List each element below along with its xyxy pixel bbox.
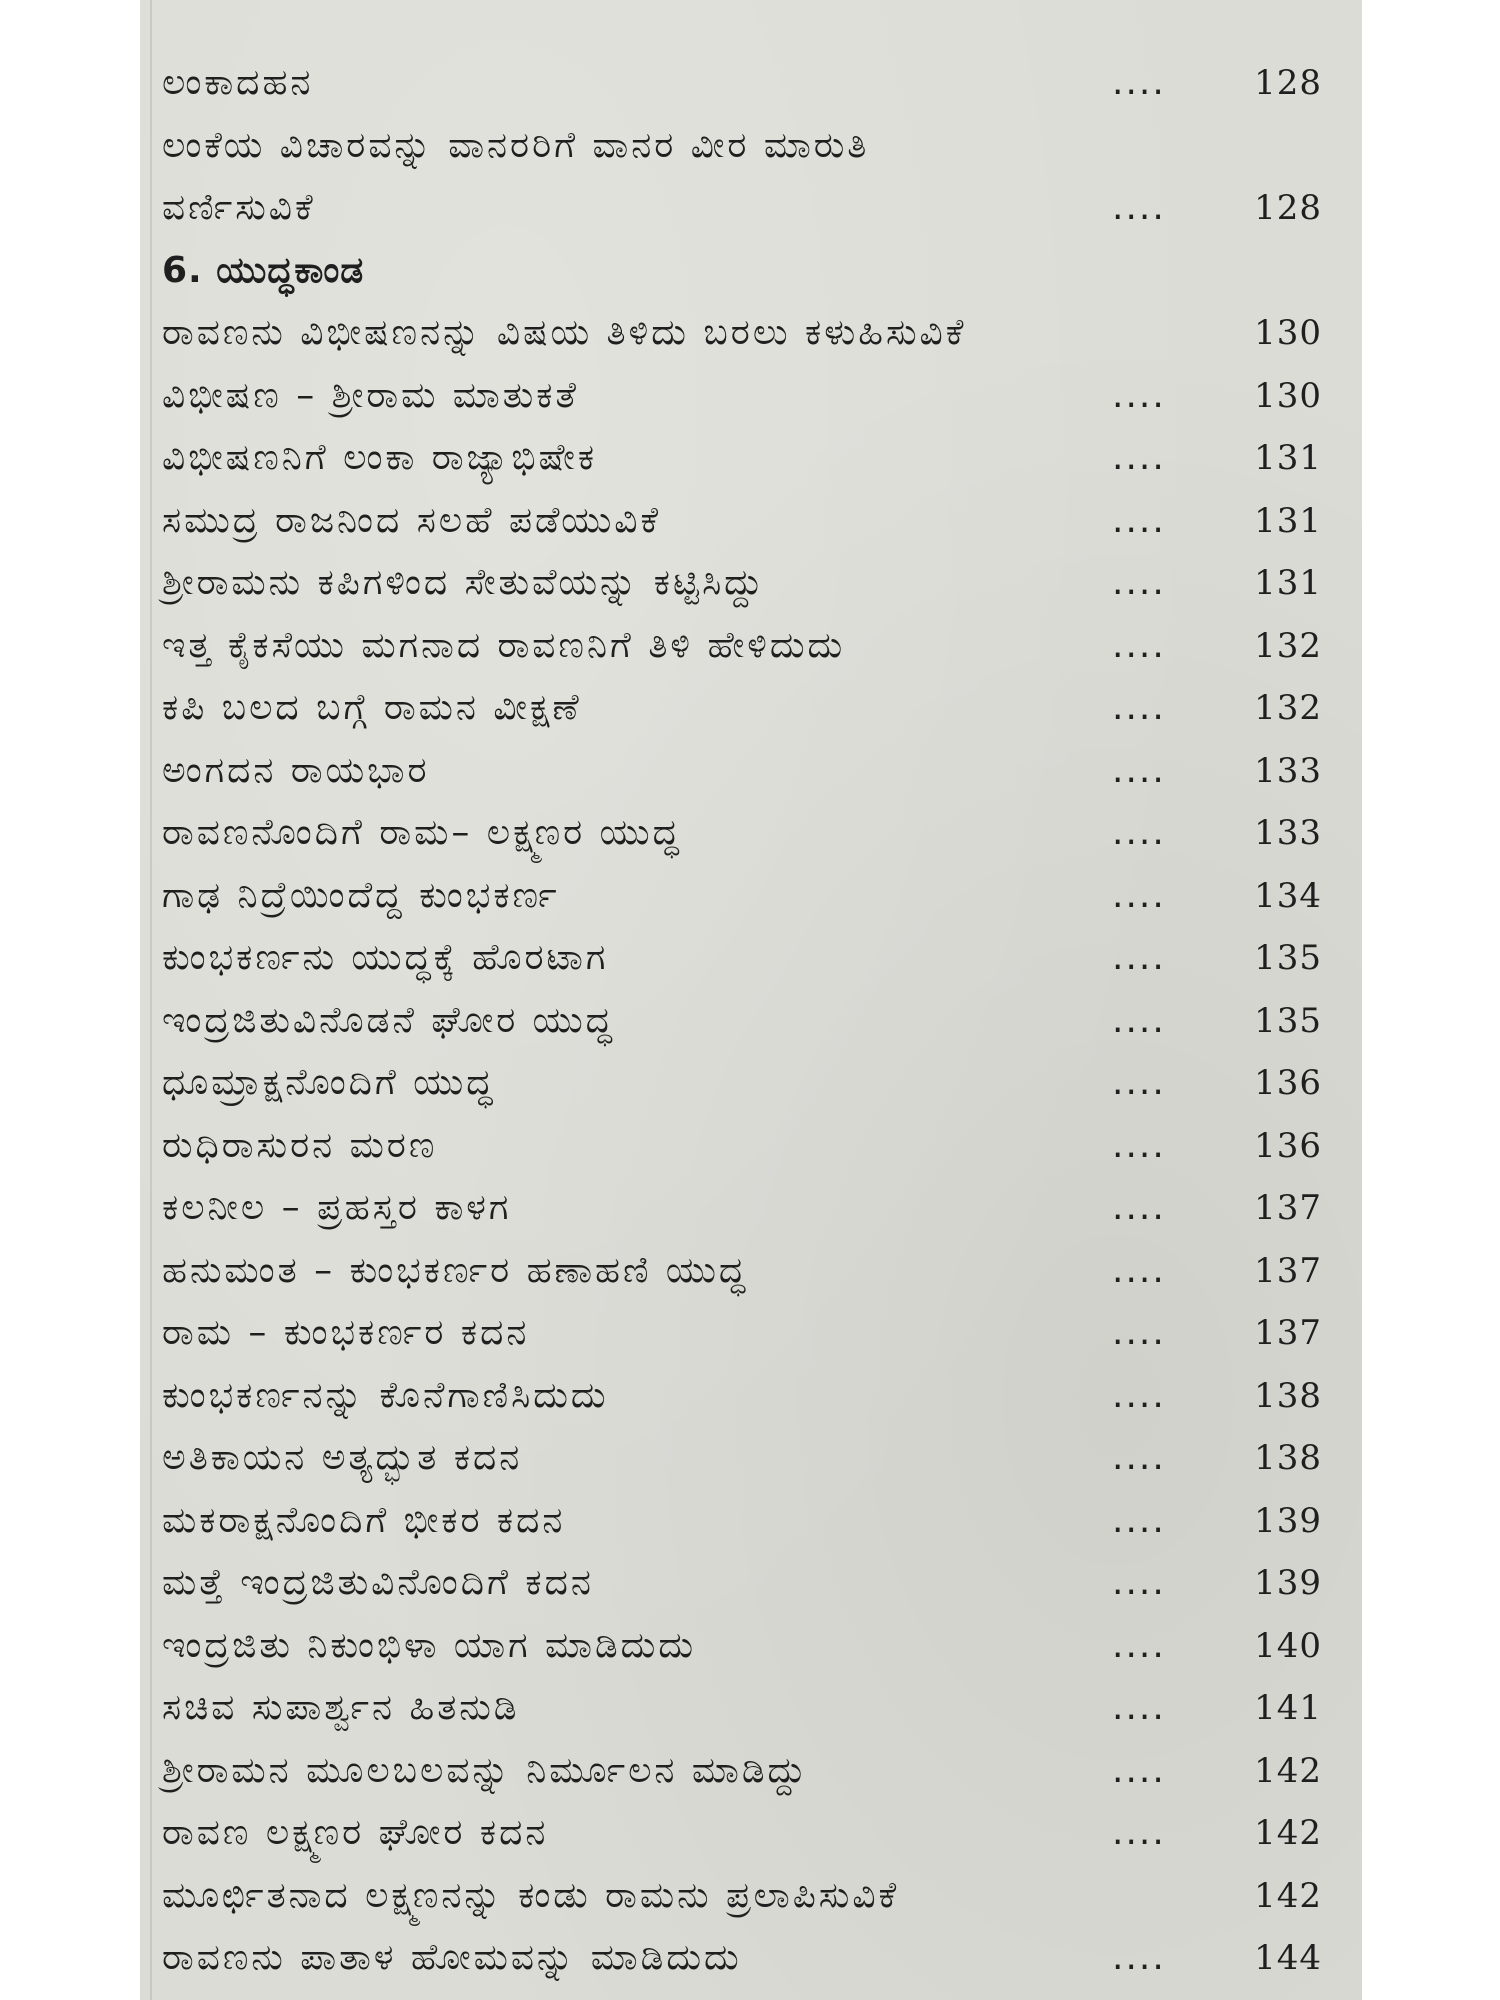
entry-title: ಶ್ರೀರಾಮನು ಕಪಿಗಳಿಂದ ಸೇತುವೆಯನ್ನು ಕಟ್ಟಿಸಿದ್ದು [162, 562, 766, 603]
toc-entry [162, 1052, 1342, 1115]
page-number: 128 [1254, 63, 1322, 103]
leader-dots: .... [1112, 187, 1166, 228]
leader-dots: .... [1112, 1249, 1166, 1291]
leader-dots: .... [1112, 749, 1166, 791]
entry-title: 6. ಯುದ್ಧಕಾಂಡ [162, 249, 365, 291]
toc-entry [162, 677, 1342, 740]
toc-entry [162, 802, 1342, 865]
toc-entry [162, 302, 1342, 365]
leader-dots: .... [1112, 437, 1166, 478]
toc-entry [162, 740, 1342, 803]
leader-dots: .... [1112, 937, 1166, 978]
entry-title: ವಿಭೀಷಣ – ಶ್ರೀರಾಮ ಮಾತುಕತೆ [162, 374, 579, 416]
leader-dots: .... [1112, 1062, 1166, 1103]
toc-entry [162, 115, 1342, 178]
page-number: 144 [1254, 1938, 1322, 1978]
leader-dots: .... [1112, 1312, 1166, 1353]
entry-title: ಮಕರಾಕ್ಷನೊಂದಿಗೆ ಭೀಕರ ಕದನ [162, 1499, 566, 1541]
page-number: 141 [1254, 1688, 1322, 1728]
entry-title: ಕಪಿ ಬಲದ ಬಗ್ಗೆ ರಾಮನ ವೀಕ್ಷಣೆ [162, 687, 582, 728]
entry-title: ಇತ್ತ ಕೈಕಸೆಯು ಮಗನಾದ ರಾವಣನಿಗೆ ತಿಳಿ ಹೇಳಿದುದು [162, 624, 846, 666]
entry-title: ಕುಂಭಕರ್ಣನು ಯುದ್ಧಕ್ಕೆ ಹೊರಟಾಗ [162, 937, 609, 978]
toc-entry [162, 1240, 1342, 1303]
leader-dots: .... [1112, 1124, 1166, 1166]
entry-title: ಲಂಕಾದಹನ [162, 62, 314, 103]
entry-title: ವರ್ಣಿಸುವಿಕೆ [162, 187, 316, 228]
entry-title: ಸಚಿವ ಸುಪಾರ್ಶ್ವನ ಹಿತನುಡಿ [162, 1687, 520, 1728]
toc-entry [162, 615, 1342, 678]
entry-title: ಮೂರ್ಛಿತನಾದ ಲಕ್ಷ್ಮಣನನ್ನು ಕಂಡು ರಾಮನು ಪ್ರಲಾಪಿಸುವಿಕೆ [162, 1874, 900, 1916]
entry-title: ರಾವಣನು ವಿಭೀಷಣನನ್ನು ವಿಷಯ ತಿಳಿದು ಬರಲು ಕಳುಹಿಸುವಿಕೆ [162, 312, 967, 353]
page-number: 131 [1254, 438, 1322, 478]
entry-title: ವಿಭೀಷಣನಿಗೆ ಲಂಕಾ ರಾಜ್ಯಾಭಿಷೇಕ [162, 437, 598, 478]
leader-dots: .... [1112, 374, 1166, 416]
toc-entry [162, 427, 1342, 490]
page-number: 137 [1254, 1250, 1322, 1291]
entry-title: ಅಂಗದನ ರಾಯಭಾರ [162, 749, 430, 791]
entry-title: ಗಾಢ ನಿದ್ರೆಯಿಂದೆದ್ದ ಕುಂಭಕರ್ಣ [162, 874, 560, 916]
leader-dots: .... [1112, 1374, 1166, 1416]
page-number: 138 [1254, 1438, 1322, 1478]
leader-dots: .... [1112, 1562, 1166, 1603]
page-number: 139 [1254, 1500, 1322, 1541]
entry-title: ಲಂಕೆಯ ವಿಚಾರವನ್ನು ವಾನರರಿಗೆ ವಾನರ ವೀರ ಮಾರುತಿ [162, 124, 870, 166]
page-number: 132 [1254, 625, 1322, 666]
entry-title: ಹನುಮಂತ – ಕುಂಭಕರ್ಣರ ಹಣಾಹಣಿ ಯುದ್ಧ [162, 1249, 749, 1291]
toc-entry [162, 1865, 1342, 1928]
page-number: 134 [1254, 875, 1322, 916]
page-number: 131 [1254, 500, 1322, 541]
toc-entry [162, 990, 1342, 1053]
page-number: 130 [1254, 313, 1322, 353]
leader-dots: .... [1112, 1749, 1166, 1791]
page-number: 138 [1254, 1375, 1322, 1416]
entry-title: ಇಂದ್ರಜಿತು ನಿಕುಂಭಿಳಾ ಯಾಗ ಮಾಡಿದುದು [162, 1624, 697, 1666]
page-number: 133 [1254, 750, 1322, 791]
leader-dots: .... [1112, 1687, 1166, 1728]
toc-entry [162, 927, 1342, 990]
entry-title: ಇಂದ್ರಜಿತುವಿನೊಡನೆ ಘೋರ ಯುದ್ಧ [162, 999, 615, 1041]
leader-dots: .... [1112, 1812, 1166, 1853]
page-number: 135 [1254, 1000, 1322, 1041]
page-number: 130 [1254, 375, 1322, 416]
entry-title: ರುಧಿರಾಸುರನ ಮರಣ [162, 1124, 438, 1166]
leader-dots: .... [1112, 499, 1166, 541]
entry-title: ಸಮುದ್ರ ರಾಜನಿಂದ ಸಲಹೆ ಪಡೆಯುವಿಕೆ [162, 499, 662, 541]
leader-dots: .... [1112, 1437, 1166, 1478]
page-number: 139 [1254, 1563, 1322, 1603]
leader-dots: .... [1112, 624, 1166, 666]
toc-entry [162, 1177, 1342, 1240]
entry-title: ಮತ್ತೆ ಇಂದ್ರಜಿತುವಿನೊಂದಿಗೆ ಕದನ [162, 1562, 594, 1603]
toc-entry [162, 1490, 1342, 1553]
leader-dots: .... [1112, 1624, 1166, 1666]
entry-title: ಅತಿಕಾಯನ ಅತ್ಯದ್ಭುತ ಕದನ [162, 1437, 523, 1478]
toc-entry [162, 1740, 1342, 1803]
page-number: 142 [1254, 1875, 1322, 1916]
toc-entry [162, 1802, 1342, 1865]
entry-title: ರಾಮ – ಕುಂಭಕರ್ಣರ ಕದನ [162, 1312, 530, 1353]
entry-title: ಕಲನೀಲ – ಪ್ರಹಸ್ತರ ಕಾಳಗ [162, 1187, 512, 1228]
toc-entry [162, 1927, 1342, 1990]
leader-dots: .... [1112, 62, 1166, 103]
page-number: 136 [1254, 1125, 1322, 1166]
toc-entry [162, 1615, 1342, 1678]
entry-title: ರಾವಣ ಲಕ್ಷ್ಮಣರ ಘೋರ ಕದನ [162, 1812, 549, 1853]
page-number: 140 [1254, 1625, 1322, 1666]
entry-title: ರಾವಣನೊಂದಿಗೆ ರಾಮ– ಲಕ್ಷ್ಮಣರ ಯುದ್ಧ [162, 812, 682, 853]
page-number: 131 [1254, 563, 1322, 603]
toc-entry [162, 1302, 1342, 1365]
toc-entry [162, 490, 1342, 553]
page-number: 136 [1254, 1063, 1322, 1103]
page-number: 137 [1254, 1188, 1322, 1228]
toc-entry [162, 177, 1342, 240]
page-edge-shadow [150, 0, 152, 2000]
toc-entry [162, 52, 1342, 115]
leader-dots: .... [1112, 874, 1166, 916]
toc-entry [162, 1552, 1342, 1615]
toc-entry [162, 865, 1342, 928]
entry-title: ರಾವಣನು ಪಾತಾಳ ಹೋಮವನ್ನು ಮಾಡಿದುದು [162, 1937, 742, 1978]
leader-dots: .... [1112, 687, 1166, 728]
page-number: 142 [1254, 1750, 1322, 1791]
page-number: 135 [1254, 938, 1322, 978]
page-number: 128 [1254, 188, 1322, 228]
toc-entry [162, 365, 1342, 428]
leader-dots: .... [1112, 999, 1166, 1041]
page-number: 142 [1254, 1813, 1322, 1853]
book-page [140, 0, 1362, 2000]
leader-dots: .... [1112, 1499, 1166, 1541]
page-number: 133 [1254, 813, 1322, 853]
toc-entry [162, 1427, 1342, 1490]
leader-dots: .... [1112, 812, 1166, 853]
section-heading [162, 240, 1342, 303]
entry-title: ಕುಂಭಕರ್ಣನನ್ನು ಕೊನೆಗಾಣಿಸಿದುದು [162, 1374, 609, 1416]
leader-dots: .... [1112, 1187, 1166, 1228]
entry-title: ಧೂಮ್ರಾಕ್ಷನೊಂದಿಗೆ ಯುದ್ಧ [162, 1062, 496, 1103]
toc-entry [162, 1365, 1342, 1428]
page-number: 132 [1254, 688, 1322, 728]
toc-entry [162, 1115, 1342, 1178]
page-number: 137 [1254, 1313, 1322, 1353]
leader-dots: .... [1112, 1937, 1166, 1978]
toc-entry [162, 1677, 1342, 1740]
leader-dots: .... [1112, 562, 1166, 603]
table-of-contents [162, 52, 1342, 1990]
toc-entry [162, 552, 1342, 615]
entry-title: ಶ್ರೀರಾಮನ ಮೂಲಬಲವನ್ನು ನಿರ್ಮೂಲನ ಮಾಡಿದ್ದು [162, 1749, 809, 1791]
